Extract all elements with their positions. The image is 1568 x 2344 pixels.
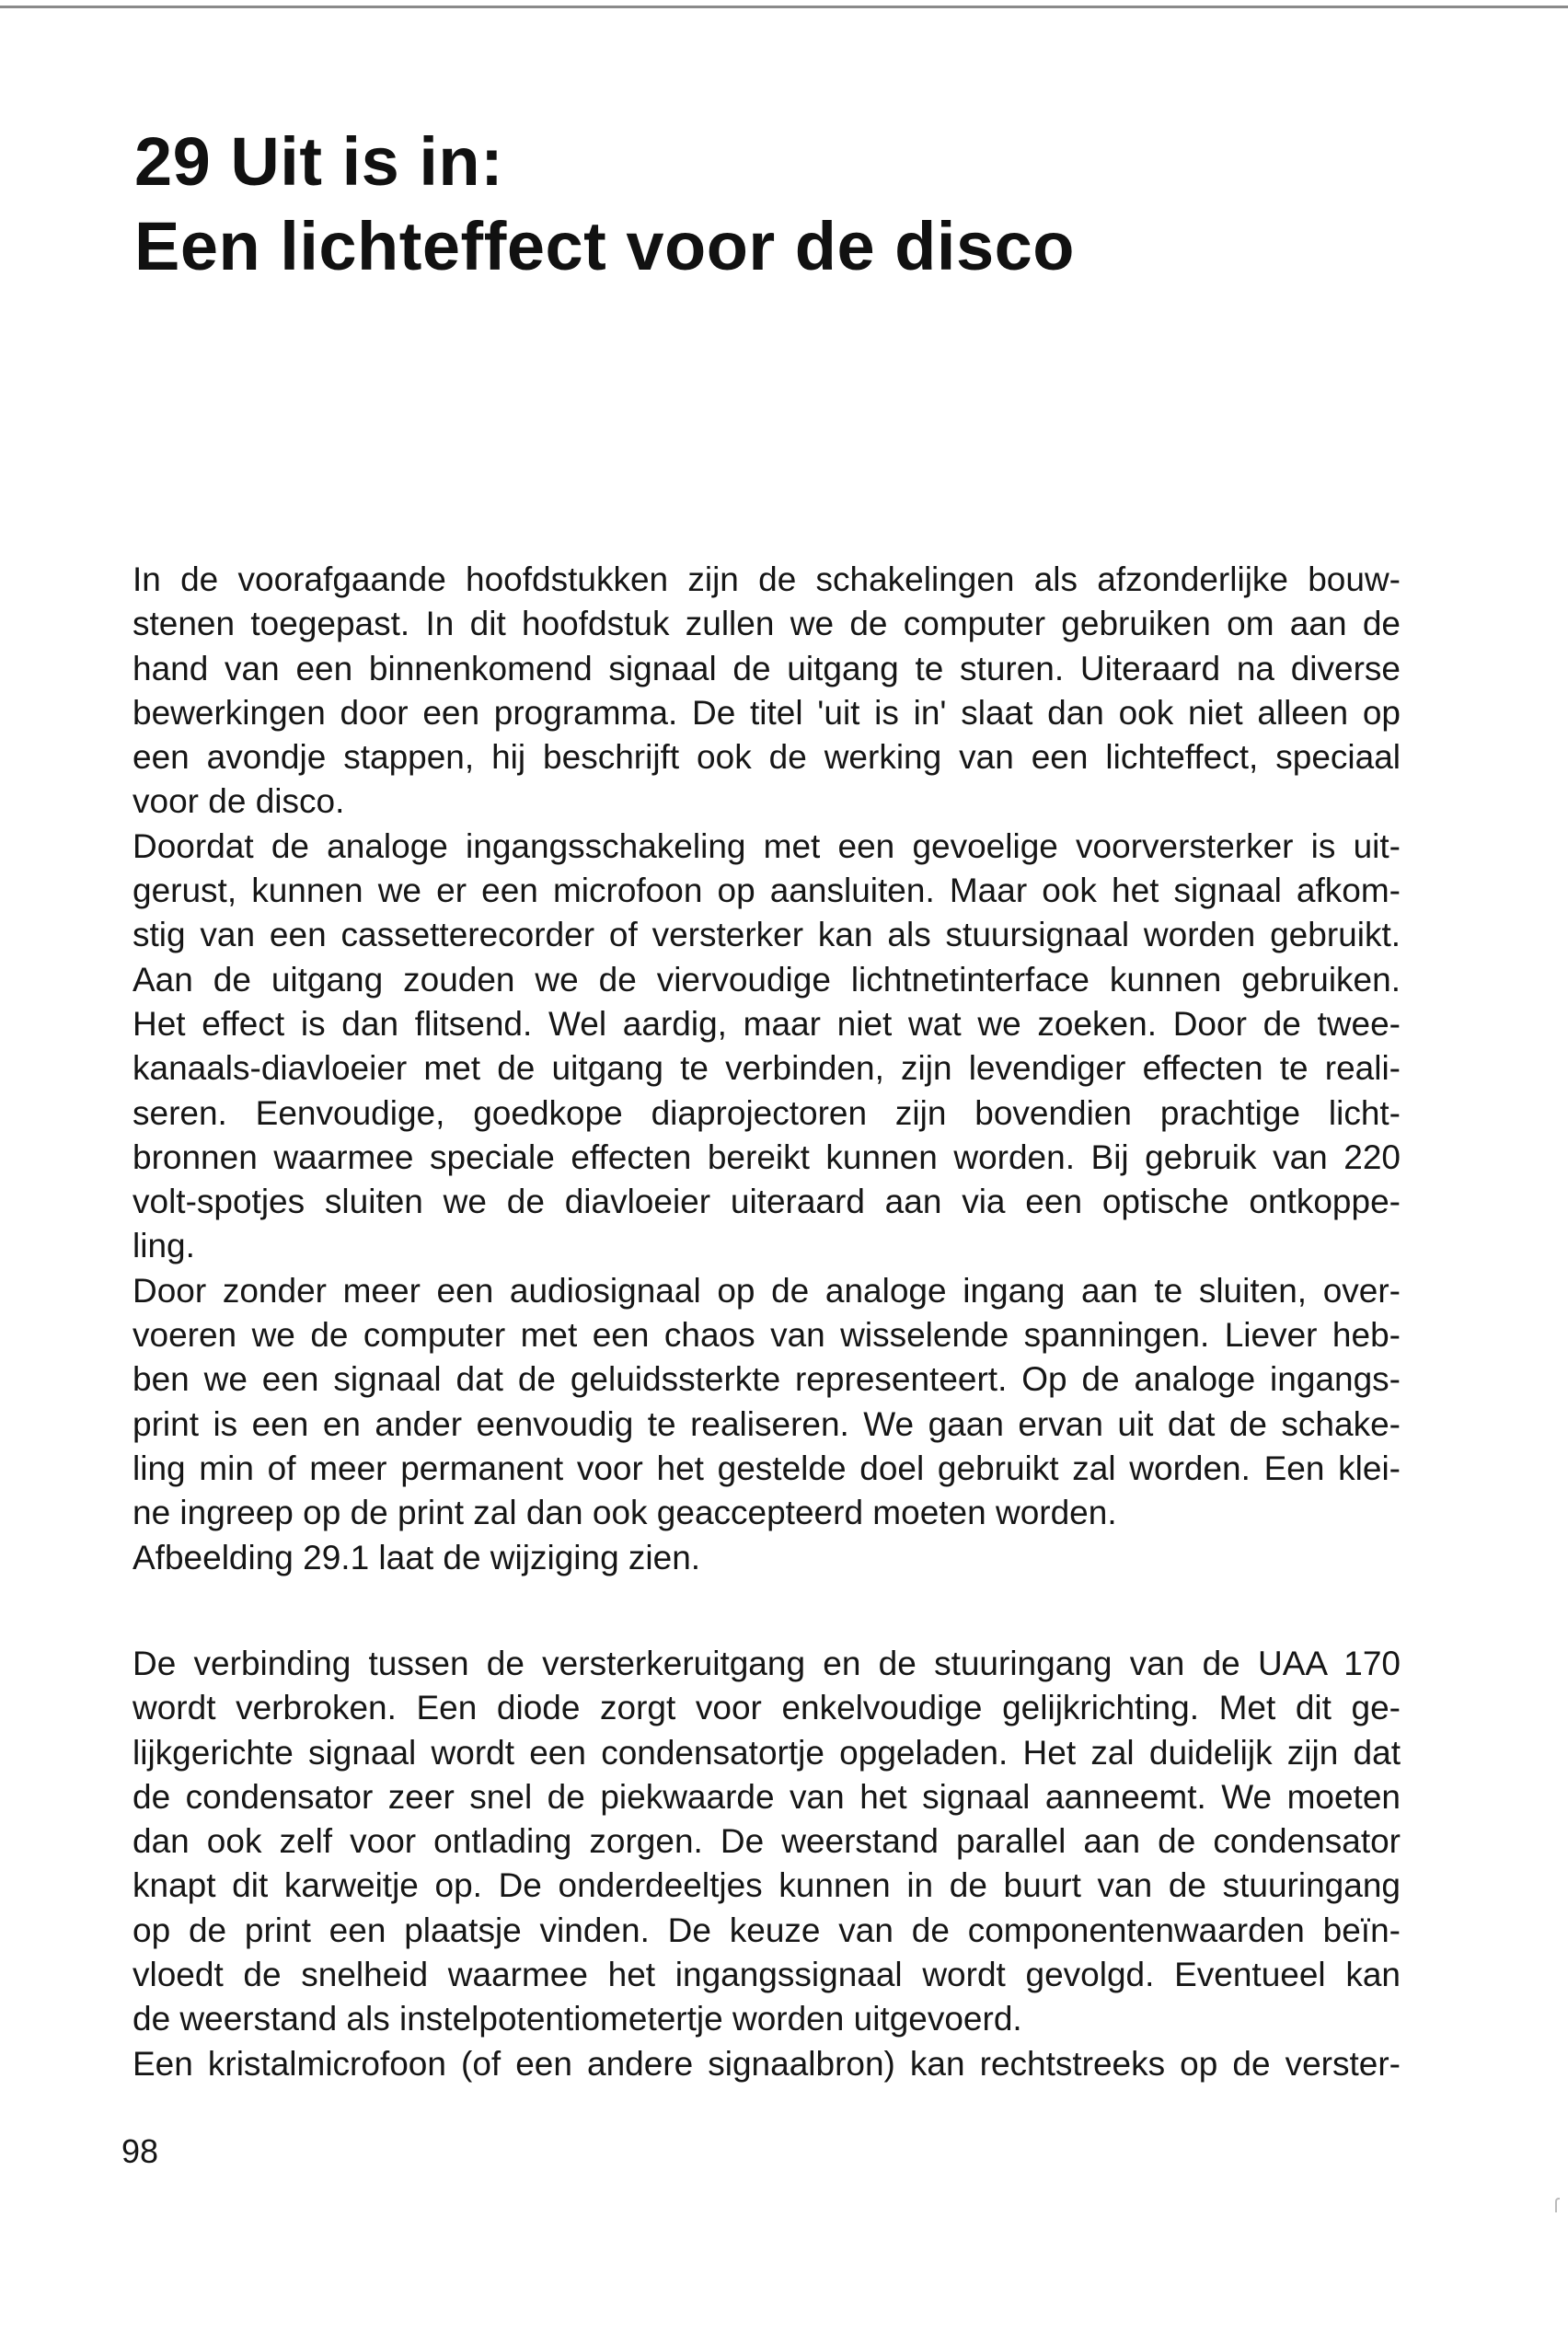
text-line: Aan de uitgang zouden we de viervoudige lichtnetinterface kunnen gebruiken.: [133, 960, 1401, 999]
text-line: ling.: [133, 1227, 195, 1265]
scan-edge-mark: [1555, 2198, 1560, 2212]
text-line: In de voorafgaande hoofdstukken zijn de schakelingen als afzonderlijke bouw-: [133, 560, 1401, 598]
text-line: stig van een cassetterecorder of versterker kan als stuursignaal worden gebruikt.: [133, 916, 1401, 954]
text-line: lijkgerichte signaal wordt een condensatortje opgeladen. Het zal duidelijk zijn dat: [133, 1733, 1401, 1772]
text-line: wordt verbroken. Een diode zorgt voor enkelvoudige gelijkrichting. Met dit ge-: [133, 1689, 1401, 1727]
text-line: Afbeelding 29.1 laat de wijziging zien.: [133, 1538, 701, 1576]
text-line: bronnen waarmee speciale effecten bereikt kunnen worden. Bij gebruik van 220: [133, 1137, 1401, 1176]
text-line: volt-spotjes sluiten we de diavloeier uiteraard aan via een optische ontkoppe-: [133, 1183, 1401, 1221]
text-line: vloedt de snelheid waarmee het ingangssignaal wordt gevolgd. Eventueel kan: [133, 1956, 1401, 1994]
text-line: ne ingreep op de print zal dan ook geaccepteerd moeten worden.: [133, 1494, 1117, 1532]
text-line: de condensator zeer snel de piekwaarde van het signaal aanneemt. We moeten: [133, 1777, 1401, 1816]
text-line: ben we een signaal dat de geluidssterkte representeert. Op de analoge ingangs-: [133, 1360, 1401, 1399]
text-line: Doordat de analoge ingangsschakeling met een gevoelige voorversterker is uit-: [133, 826, 1401, 865]
paragraph-5: [133, 2042, 1401, 2086]
text-line: ling min of meer permanent voor het gestelde doel gebruikt zal worden. Een klei-: [133, 1449, 1401, 1487]
chapter-title-line-1: 29 Uit is in:: [134, 123, 504, 200]
text-line: Door zonder meer een audiosignaal op de analoge ingang aan te sluiten, over-: [133, 1271, 1401, 1310]
text-line: kanaals-diavloeier met de uitgang te verbinden, zijn levendiger effecten te reali-: [133, 1049, 1401, 1088]
top-rule: [0, 6, 1568, 8]
text-line: een avondje stappen, hij beschrijft ook de werking van een lichteffect, speciaal: [133, 738, 1401, 777]
text-line: stenen toegepast. In dit hoofdstuk zullen we de computer gebruiken om aan de: [133, 605, 1401, 643]
text-line: De verbinding tussen de versterkeruitgang en de stuuringang van de UAA 170: [133, 1645, 1401, 1682]
text-line: Een kristalmicrofoon (of een andere signaalbron) kan rechtstreeks op de verster-: [133, 2044, 1401, 2083]
body-text-block-1: [133, 558, 1401, 1580]
body-text-block-2: [133, 1642, 1401, 2086]
text-line: knapt dit karweitje op. De onderdeeltjes kunnen in de buurt van de stuuringang: [133, 1866, 1401, 1905]
chapter-title: [134, 120, 1075, 289]
text-line: voor de disco.: [133, 782, 345, 821]
paragraph-4: [133, 1642, 1401, 2042]
paragraph-3: [133, 1269, 1401, 1580]
paragraph-2: [133, 825, 1401, 1269]
text-line: seren. Eenvoudige, goedkope diaprojectoren zijn bovendien prachtige licht-: [133, 1093, 1401, 1132]
text-line: gerust, kunnen we er een microfoon op aansluiten. Maar ook het signaal afkom-: [133, 872, 1401, 910]
text-line: op de print een plaatsje vinden. De keuze van de componentenwaarden beïn-: [133, 1911, 1401, 1949]
text-line: dan ook zelf voor ontlading zorgen. De weerstand parallel aan de condensator: [133, 1822, 1401, 1861]
text-line: de weerstand als instelpotentiometertje worden uitgevoerd.: [133, 2000, 1022, 2038]
chapter-title-line-2: Een lichteffect voor de disco: [134, 208, 1075, 284]
text-line: print is een en ander eenvoudig te realiseren. We gaan ervan uit dat de schake-: [133, 1404, 1401, 1443]
text-line: bewerkingen door een programma. De titel 'uit is in' slaat dan ook niet alleen op: [133, 693, 1401, 732]
text-line: voeren we de computer met een chaos van wisselende spanningen. Liever heb-: [133, 1316, 1401, 1355]
text-line: hand van een binnenkomend signaal de uitgang te sturen. Uiteraard na diverse: [133, 649, 1401, 687]
page-number: 98: [121, 2132, 159, 2170]
paragraph-1: [133, 558, 1401, 825]
text-line: Het effect is dan flitsend. Wel aardig, maar niet wat we zoeken. Door de twee-: [133, 1004, 1401, 1043]
